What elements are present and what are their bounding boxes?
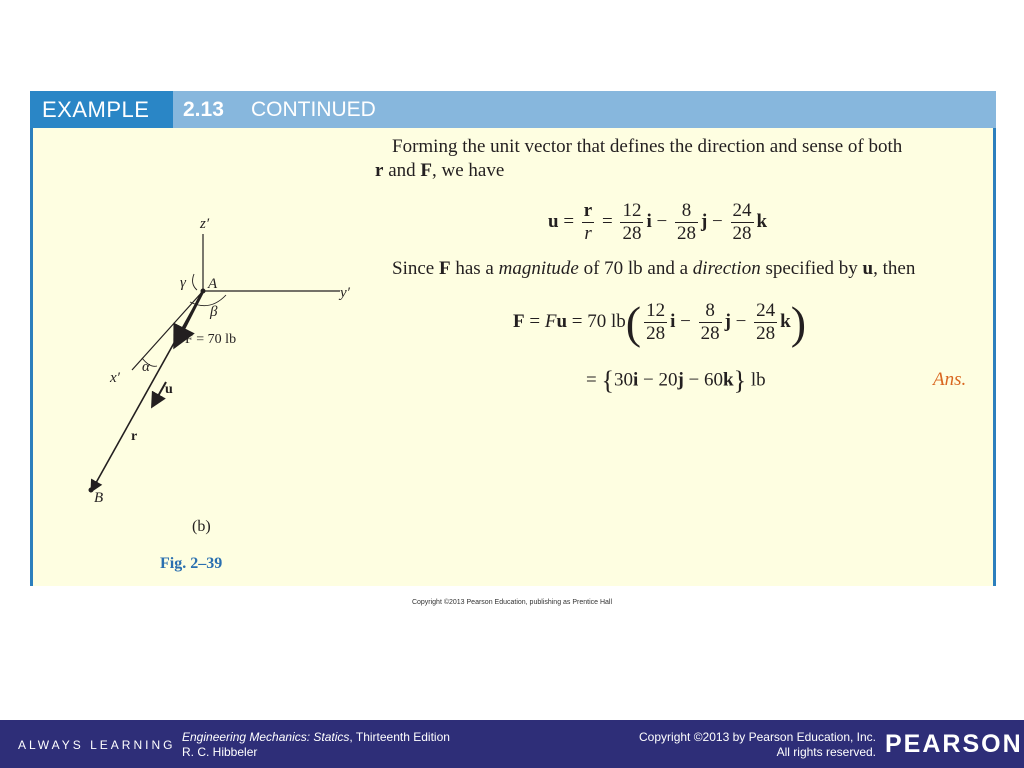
coef-k: 60 (704, 369, 723, 391)
frac-num: 12 (646, 300, 666, 321)
copyright-line-2: All rights reserved. (776, 745, 876, 759)
eq-u-equals-1: = (563, 210, 575, 232)
since-F: F (438, 258, 451, 279)
label-a: A (208, 276, 218, 292)
unit-k: k (756, 210, 768, 232)
open-paren: ( (625, 297, 642, 348)
footer-bar (0, 720, 1024, 768)
frac-den: 28 (676, 223, 696, 244)
since-text-3: of 70 lb and a (578, 258, 693, 279)
answer-label: Ans. (933, 369, 967, 390)
since-text-5: , then (873, 258, 916, 279)
frac-den: 28 (732, 223, 752, 244)
frac-num: 24 (732, 200, 752, 221)
since-text-4: specified by (760, 258, 863, 279)
coef-j: 20 (658, 369, 678, 391)
minus-sign: − (680, 310, 691, 332)
minus-sign: − (656, 210, 668, 232)
unit-k: k (723, 369, 734, 391)
minus-sign: − (712, 210, 723, 232)
since-text-2: has a (450, 258, 499, 279)
intro-line-1: Forming the unit vector that defines the direction and sense of both (392, 136, 903, 157)
frac-den: 28 (756, 323, 776, 344)
frac-den: 28 (622, 223, 642, 244)
coef-i: 30 (613, 369, 633, 391)
eq-u-equals-2: = (601, 210, 613, 232)
since-text-1: Since (392, 258, 439, 279)
frac-num: 24 (756, 300, 776, 321)
intro-and: and (383, 160, 421, 181)
close-brace: } (733, 366, 747, 395)
unit-j: j (677, 369, 684, 391)
unit-i: i (632, 369, 639, 391)
eq-F-equals-2: = (571, 310, 583, 332)
frac-num: 12 (622, 200, 642, 221)
gamma-arc (193, 274, 197, 290)
footer-copyright (639, 730, 876, 760)
figure-subcaption: (b) (192, 518, 211, 535)
since-direction: direction (692, 258, 761, 279)
since-magnitude: magnitude (498, 258, 579, 279)
eq-F-equals-1: = (529, 310, 541, 332)
result-equals: = (586, 369, 597, 391)
point-b (89, 488, 94, 493)
vector-F: F (420, 160, 432, 181)
label-force: F = 70 lb (185, 332, 237, 347)
book-edition: , Thirteenth Edition (349, 730, 450, 744)
label-r: r (131, 429, 138, 444)
close-paren: ) (790, 297, 807, 348)
frac-num: 8 (705, 300, 715, 321)
slide-copyright (0, 599, 1024, 606)
label-b: B (94, 490, 104, 506)
eq-F-unit-u: u (556, 310, 568, 332)
minus-sign: − (735, 310, 747, 332)
point-a (201, 289, 206, 294)
pearson-logo: PEARSON (885, 730, 1023, 758)
label-y: y′ (340, 285, 350, 301)
frac-num: 8 (681, 200, 692, 221)
eq-F-coefficient: 70 lb (587, 310, 626, 332)
label-beta: β (210, 304, 218, 320)
book-author: R. C. Hibbeler (182, 745, 258, 759)
copyright-line-1: Copyright ©2013 by Pearson Education, Inc. (639, 730, 876, 744)
example-label: EXAMPLE (30, 91, 182, 128)
label-z: z′ (200, 216, 210, 232)
label-x: x′ (110, 370, 120, 386)
open-brace: { (601, 366, 614, 395)
example-number: 2.13 (183, 98, 224, 121)
eq-F-magnitude: F (544, 310, 557, 332)
since-u: u (862, 258, 874, 279)
unit-i: i (670, 310, 676, 332)
eq-u-lhs: u (548, 210, 559, 232)
frac-den: r (582, 222, 594, 245)
slide-copyright-text: Copyright ©2013 Pearson Education, publishing as Prentice Hall (411, 599, 613, 606)
minus-sign: − (688, 369, 700, 391)
unit-j: j (724, 310, 731, 332)
vector-r: r (375, 160, 384, 181)
frac-num: r (583, 200, 593, 221)
minus-sign: − (642, 369, 654, 391)
book-info (182, 730, 450, 760)
eq-F-lhs: F (513, 310, 525, 332)
figure-caption: Fig. 2–39 (160, 555, 223, 572)
frac-den: 28 (700, 323, 720, 344)
intro-rest: , we have (431, 160, 505, 181)
continued-label: CONTINUED (251, 98, 376, 121)
result-unit: lb (750, 369, 766, 391)
unit-k: k (780, 310, 791, 332)
label-u: u (165, 382, 173, 397)
unit-j: j (700, 210, 708, 232)
frac-den: 28 (646, 323, 666, 344)
label-gamma: γ (180, 275, 186, 291)
always-learning-tagline: ALWAYS LEARNING (18, 738, 176, 752)
unit-i: i (646, 210, 652, 232)
label-alpha: α (142, 359, 150, 375)
book-title: Engineering Mechanics: Statics (182, 730, 350, 744)
